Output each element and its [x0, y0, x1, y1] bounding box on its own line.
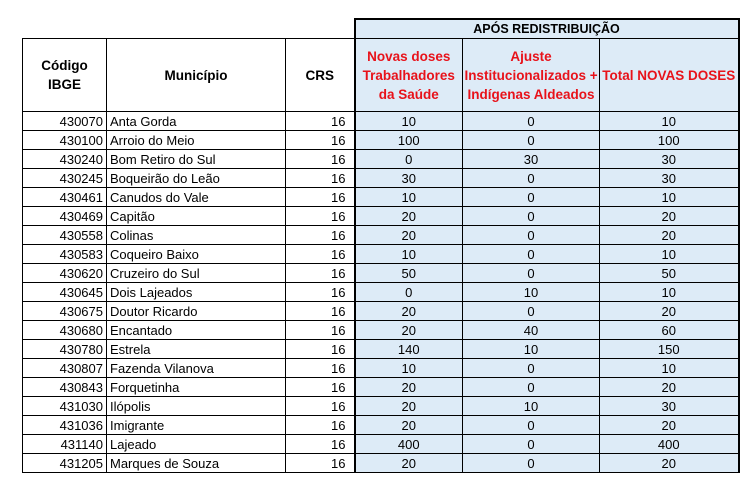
table-row [23, 454, 739, 473]
cell-novas-doses: 20 [355, 416, 463, 435]
cell-novas-doses: 0 [355, 283, 463, 302]
cell-crs: 16 [286, 378, 355, 397]
cell-total-novas-doses: 10 [600, 245, 739, 264]
cell-crs: 16 [286, 245, 355, 264]
cell-novas-doses: 140 [355, 340, 463, 359]
cell-crs: 16 [286, 435, 355, 454]
cell-ajuste: 0 [463, 112, 600, 131]
cell-codigo-ibge: 430469 [23, 207, 107, 226]
table-row [23, 245, 739, 264]
cell-municipio: Colinas [107, 226, 286, 245]
cell-total-novas-doses: 20 [600, 207, 739, 226]
cell-ajuste: 0 [463, 359, 600, 378]
header-novas-doses: Novas doses Trabalhadores da Saúde [355, 39, 463, 112]
cell-crs: 16 [286, 416, 355, 435]
cell-codigo-ibge: 430240 [23, 150, 107, 169]
cell-crs: 16 [286, 131, 355, 150]
cell-total-novas-doses: 30 [600, 150, 739, 169]
cell-ajuste: 0 [463, 207, 600, 226]
cell-ajuste: 10 [463, 340, 600, 359]
cell-codigo-ibge: 430780 [23, 340, 107, 359]
cell-novas-doses: 100 [355, 131, 463, 150]
cell-codigo-ibge: 430245 [23, 169, 107, 188]
cell-ajuste: 0 [463, 245, 600, 264]
cell-municipio: Cruzeiro do Sul [107, 264, 286, 283]
cell-crs: 16 [286, 169, 355, 188]
cell-ajuste: 0 [463, 169, 600, 188]
header-total-novas-doses: Total NOVAS DOSES [600, 39, 739, 112]
cell-crs: 16 [286, 207, 355, 226]
cell-municipio: Arroio do Meio [107, 131, 286, 150]
cell-ajuste: 10 [463, 283, 600, 302]
cell-municipio: Doutor Ricardo [107, 302, 286, 321]
cell-ajuste: 0 [463, 435, 600, 454]
cell-codigo-ibge: 430461 [23, 188, 107, 207]
cell-total-novas-doses: 10 [600, 283, 739, 302]
table-row [23, 150, 739, 169]
cell-novas-doses: 50 [355, 264, 463, 283]
table-row [23, 283, 739, 302]
cell-municipio: Encantado [107, 321, 286, 340]
cell-ajuste: 10 [463, 397, 600, 416]
cell-municipio: Estrela [107, 340, 286, 359]
cell-ajuste: 0 [463, 131, 600, 150]
cell-total-novas-doses: 20 [600, 454, 739, 473]
table-row [23, 169, 739, 188]
table-row [23, 131, 739, 150]
table-row [23, 112, 739, 131]
header-municipio: Município [107, 39, 286, 112]
table-body [23, 112, 739, 473]
cell-municipio: Boqueirão do Leão [107, 169, 286, 188]
cell-codigo-ibge: 430675 [23, 302, 107, 321]
cell-codigo-ibge: 431030 [23, 397, 107, 416]
dose-distribution-table [22, 18, 740, 473]
cell-codigo-ibge: 430807 [23, 359, 107, 378]
cell-total-novas-doses: 150 [600, 340, 739, 359]
cell-novas-doses: 20 [355, 207, 463, 226]
cell-crs: 16 [286, 302, 355, 321]
table-row [23, 416, 739, 435]
cell-crs: 16 [286, 454, 355, 473]
cell-total-novas-doses: 60 [600, 321, 739, 340]
table-row [23, 359, 739, 378]
cell-codigo-ibge: 430558 [23, 226, 107, 245]
cell-ajuste: 0 [463, 188, 600, 207]
cell-novas-doses: 20 [355, 454, 463, 473]
cell-crs: 16 [286, 359, 355, 378]
table-row [23, 340, 739, 359]
cell-novas-doses: 10 [355, 188, 463, 207]
cell-codigo-ibge: 430100 [23, 131, 107, 150]
table-row [23, 435, 739, 454]
cell-municipio: Bom Retiro do Sul [107, 150, 286, 169]
header-codigo-ibge: Código IBGE [23, 39, 107, 112]
cell-codigo-ibge: 430843 [23, 378, 107, 397]
header-ajuste: Ajuste Institucionalizados + Indígenas Aldeados [463, 39, 600, 112]
table-row [23, 321, 739, 340]
cell-municipio: Coqueiro Baixo [107, 245, 286, 264]
table-row [23, 302, 739, 321]
cell-novas-doses: 0 [355, 150, 463, 169]
cell-ajuste: 40 [463, 321, 600, 340]
table-row [23, 226, 739, 245]
cell-total-novas-doses: 20 [600, 226, 739, 245]
header-crs: CRS [286, 39, 355, 112]
cell-municipio: Anta Gorda [107, 112, 286, 131]
table-row [23, 188, 739, 207]
cell-novas-doses: 400 [355, 435, 463, 454]
cell-total-novas-doses: 20 [600, 302, 739, 321]
cell-municipio: Fazenda Vilanova [107, 359, 286, 378]
cell-total-novas-doses: 30 [600, 169, 739, 188]
cell-codigo-ibge: 431140 [23, 435, 107, 454]
cell-municipio: Canudos do Vale [107, 188, 286, 207]
table-row [23, 378, 739, 397]
cell-crs: 16 [286, 112, 355, 131]
cell-total-novas-doses: 50 [600, 264, 739, 283]
cell-total-novas-doses: 10 [600, 112, 739, 131]
cell-codigo-ibge: 431036 [23, 416, 107, 435]
cell-novas-doses: 10 [355, 112, 463, 131]
cell-codigo-ibge: 430645 [23, 283, 107, 302]
cell-novas-doses: 20 [355, 378, 463, 397]
cell-crs: 16 [286, 340, 355, 359]
cell-municipio: Imigrante [107, 416, 286, 435]
cell-total-novas-doses: 30 [600, 397, 739, 416]
cell-municipio: Forquetinha [107, 378, 286, 397]
cell-crs: 16 [286, 264, 355, 283]
table-row [23, 264, 739, 283]
cell-total-novas-doses: 20 [600, 378, 739, 397]
cell-municipio: Capitão [107, 207, 286, 226]
cell-total-novas-doses: 100 [600, 131, 739, 150]
cell-municipio: Dois Lajeados [107, 283, 286, 302]
cell-total-novas-doses: 10 [600, 359, 739, 378]
cell-ajuste: 0 [463, 226, 600, 245]
cell-codigo-ibge: 430583 [23, 245, 107, 264]
cell-ajuste: 0 [463, 302, 600, 321]
table-row [23, 207, 739, 226]
cell-novas-doses: 20 [355, 397, 463, 416]
cell-codigo-ibge: 431205 [23, 454, 107, 473]
cell-total-novas-doses: 20 [600, 416, 739, 435]
cell-ajuste: 0 [463, 264, 600, 283]
cell-municipio: Ilópolis [107, 397, 286, 416]
table-row [23, 397, 739, 416]
cell-codigo-ibge: 430680 [23, 321, 107, 340]
cell-crs: 16 [286, 226, 355, 245]
cell-municipio: Lajeado [107, 435, 286, 454]
cell-crs: 16 [286, 283, 355, 302]
cell-ajuste: 30 [463, 150, 600, 169]
cell-total-novas-doses: 10 [600, 188, 739, 207]
blank-corner [23, 19, 355, 39]
cell-novas-doses: 20 [355, 321, 463, 340]
cell-novas-doses: 10 [355, 359, 463, 378]
cell-codigo-ibge: 430620 [23, 264, 107, 283]
cell-novas-doses: 30 [355, 169, 463, 188]
cell-novas-doses: 20 [355, 302, 463, 321]
cell-ajuste: 0 [463, 378, 600, 397]
cell-crs: 16 [286, 397, 355, 416]
cell-codigo-ibge: 430070 [23, 112, 107, 131]
cell-total-novas-doses: 400 [600, 435, 739, 454]
cell-ajuste: 0 [463, 416, 600, 435]
cell-crs: 16 [286, 188, 355, 207]
cell-ajuste: 0 [463, 454, 600, 473]
cell-crs: 16 [286, 150, 355, 169]
group-header: APÓS REDISTRIBUIÇÃO [355, 19, 739, 39]
cell-novas-doses: 10 [355, 245, 463, 264]
cell-crs: 16 [286, 321, 355, 340]
cell-novas-doses: 20 [355, 226, 463, 245]
cell-municipio: Marques de Souza [107, 454, 286, 473]
